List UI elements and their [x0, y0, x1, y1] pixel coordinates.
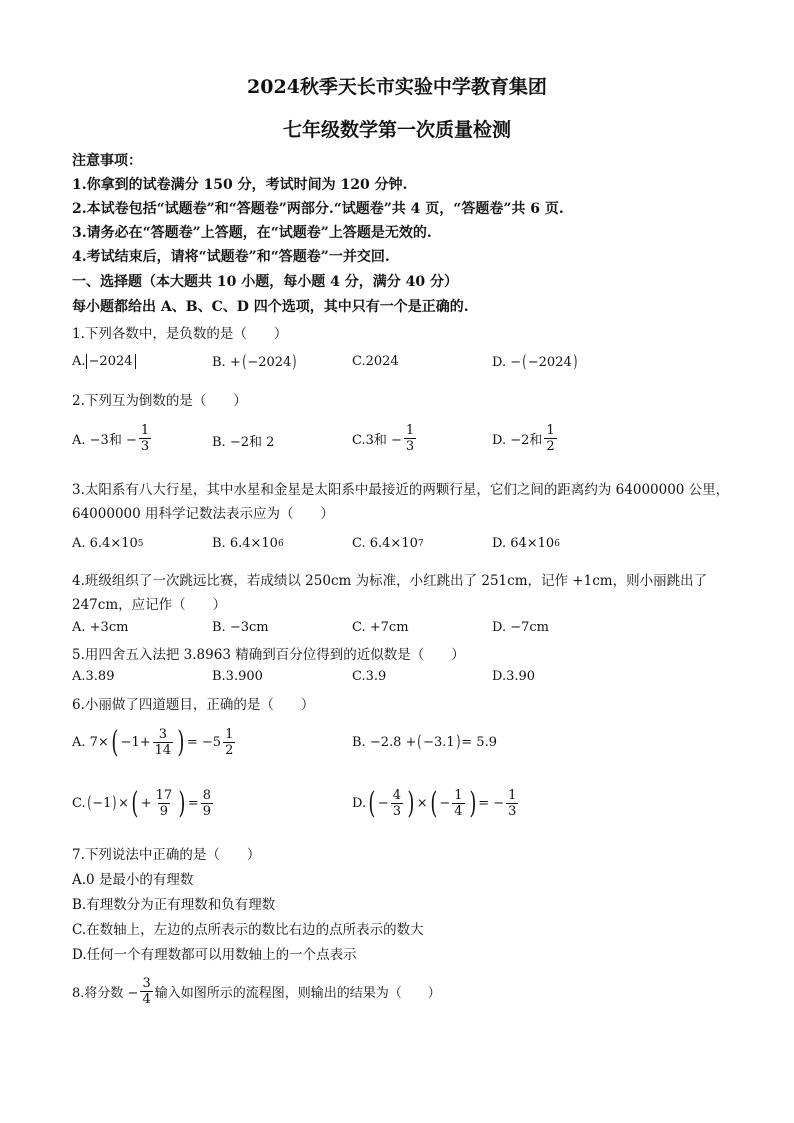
- exam-subtitle: 七年级数学第一次质量检测: [282, 119, 511, 141]
- q4-option-c[interactable]: C. +7cm: [352, 620, 409, 635]
- q8-stem: [72, 976, 441, 1007]
- q6-c-fraction: $\frac{17}{9}$: [155, 788, 173, 819]
- q6-d-times: ×: [416, 796, 428, 811]
- q8-fraction: $\frac{3}{4}$: [142, 976, 151, 1007]
- q6-a-equals: = −5: [186, 735, 222, 750]
- q6-stem: 6.小丽做了四道题目，正确的是（ ）: [72, 697, 315, 713]
- section-title: 一、选择题（本大题共 10 小题，每小题 4 分，满分 40 分）: [72, 274, 458, 290]
- q4-option-d[interactable]: D. −7cm: [492, 620, 549, 635]
- q6-d-result-fraction: $\frac{1}{3}$: [508, 788, 517, 819]
- q1-b-label: B. +: [212, 355, 241, 370]
- q5-option-d[interactable]: D.3.90: [492, 669, 536, 684]
- q3-c-label: C. 6.4×10: [352, 536, 418, 551]
- q4-option-a[interactable]: A. +3cm: [72, 620, 129, 635]
- q6-b-inner: −3.1: [423, 735, 455, 750]
- q6-d-equals: = −: [478, 796, 505, 811]
- notes-heading: 注意事项：: [72, 153, 142, 169]
- q6-a-label: A. 7×: [72, 735, 109, 750]
- q1-stem: 1.下列各数中，是负数的是（ ）: [72, 326, 288, 342]
- q5-option-b[interactable]: B.3.900: [212, 669, 263, 684]
- q6-c-equals: =: [187, 796, 199, 811]
- q2-b-label: B. −2和 2: [212, 435, 275, 450]
- section-instruction: 每小题都给出 A、B、C、D 四个选项，其中只有一个是正确的.: [72, 299, 469, 315]
- q6-c-plus: +: [140, 796, 152, 811]
- q1-c-label: C.2024: [352, 354, 399, 369]
- q3-option-d[interactable]: [492, 536, 560, 551]
- note-item-2: 2.本试卷包括“试题卷”和“答题卷”两部分.“试题卷”共 4 页，“答题卷”共 6 页.: [72, 201, 564, 217]
- q3-b-exponent: 6: [277, 538, 284, 549]
- q3-stem-line-1: 3.太阳系有八大行星，其中水星和金星是太阳系中最接近的两颗行星，它们之间的距离约为 64000000 公里，: [72, 482, 730, 498]
- q6-d-fraction-1: $\frac{4}{3}$: [392, 788, 401, 819]
- q6-option-b[interactable]: B. −2.8 + ( −3.1 ) = 5.9: [352, 732, 497, 752]
- note-item-1: 1.你拿到的试卷满分 150 分，考试时间为 120 分钟.: [72, 177, 408, 193]
- q2-option-c[interactable]: [352, 423, 418, 454]
- q6-c-result-fraction: $\frac{8}{9}$: [202, 788, 212, 819]
- q6-c-label: C.: [72, 796, 86, 811]
- q5-option-c[interactable]: C.3.9: [352, 669, 387, 684]
- q2-stem: 2.下列互为倒数的是（ ）: [72, 393, 247, 409]
- q2-a-fraction: $\frac{1}{3}$: [140, 423, 150, 454]
- q3-b-label: B. 6.4×10: [212, 536, 278, 551]
- q6-c-times: ×: [118, 796, 129, 811]
- q6-option-c[interactable]: C. ( −1 ) × ( + $\frac{17}{9}$ ) = $\frac{8}{9}$: [72, 785, 212, 821]
- q1-d-label: D. −: [492, 355, 522, 370]
- q7-option-a[interactable]: A.0 是最小的有理数: [72, 872, 194, 888]
- q3-d-label: D. 64×10: [492, 536, 555, 551]
- note-item-4: 4.考试结束后，请将“试题卷”和“答题卷”一并交回.: [72, 249, 390, 265]
- exam-title: 2024秋季天长市实验中学教育集团: [247, 76, 547, 98]
- q8-suffix: 输入如图所示的流程图，则输出的结果为（ ）: [154, 986, 441, 1001]
- q3-option-c[interactable]: [352, 536, 424, 551]
- q3-stem-line-2: 64000000 用科学记数法表示应为（ ）: [72, 506, 335, 522]
- q2-a-label: A. −3和 −: [72, 433, 137, 448]
- q6-option-d[interactable]: D. ( − $\frac{4}{3}$ ) × ( − $\frac{1}{4}$ ) = − $\frac{1}{3}$: [352, 785, 517, 821]
- q4-option-b[interactable]: B. −3cm: [212, 620, 269, 635]
- q6-a-result-fraction: $\frac{1}{2}$: [225, 727, 234, 758]
- q2-option-a[interactable]: [72, 423, 153, 454]
- q3-c-exponent: 7: [417, 538, 424, 549]
- q2-d-label: D. −2和: [492, 433, 543, 448]
- q3-option-a[interactable]: [72, 536, 144, 551]
- q6-d-label: D.: [352, 796, 367, 811]
- q5-stem: 5.用四舍五入法把 3.8963 精确到百分位得到的近似数是（ ）: [72, 647, 465, 663]
- note-item-3: 3.请务必在“答题卷”上答题，在“试题卷”上答题是无效的.: [72, 225, 432, 241]
- q1-a-label: A.: [72, 354, 86, 369]
- q8-prefix: 8.将分数 −: [72, 986, 139, 1001]
- q1-d-value: −2024: [527, 355, 572, 370]
- q3-option-b[interactable]: [212, 536, 284, 551]
- q6-d-fraction-2: $\frac{1}{4}$: [454, 788, 463, 819]
- q7-option-d[interactable]: D.任何一个有理数都可以用数轴上的一个点表示: [72, 947, 357, 963]
- q3-a-label: A. 6.4×10: [72, 536, 138, 551]
- q6-c-inner-1: −1: [92, 796, 112, 811]
- q6-d-minus-2: −: [439, 796, 451, 811]
- q6-a-fraction: $\frac{3}{14}$: [154, 727, 172, 758]
- q1-option-c[interactable]: [352, 354, 399, 369]
- q3-d-exponent: 6: [554, 538, 560, 549]
- q2-option-b[interactable]: [212, 431, 274, 450]
- q1-option-b[interactable]: B. + ( −2024 ): [212, 352, 297, 372]
- q2-c-label: C.3和 −: [352, 433, 402, 448]
- q1-option-a[interactable]: [72, 354, 136, 369]
- q7-option-c[interactable]: C.在数轴上，左边的点所表示的数比右边的点所表示的数大: [72, 922, 424, 938]
- q1-b-value: −2024: [247, 355, 292, 370]
- q6-option-a[interactable]: A. 7× ( −1+ $\frac{3}{14}$ ) = −5 $\frac{1}{2}$: [72, 724, 234, 760]
- q6-b-label: B. −2.8 +: [352, 735, 417, 750]
- q6-a-inner: −1+: [120, 735, 151, 750]
- q2-d-fraction: $\frac{1}{2}$: [546, 423, 555, 454]
- q3-a-exponent: 5: [137, 538, 144, 549]
- q1-a-value: −2024: [86, 354, 136, 369]
- q6-b-equals: = 5.9: [461, 735, 497, 750]
- q4-stem-line-1: 4.班级组织了一次跳远比赛，若成绩以 250cm 为标准，小红跳出了 251cm，记作 +1cm，则小丽跳出了: [72, 573, 708, 589]
- q2-option-d[interactable]: [492, 423, 559, 454]
- q6-d-minus-1: −: [377, 796, 389, 811]
- q4-stem-line-2: 247cm，应记作（ ）: [72, 597, 227, 613]
- q1-option-d[interactable]: D. − ( −2024 ): [492, 352, 578, 372]
- q2-c-fraction: $\frac{1}{3}$: [405, 423, 415, 454]
- q5-option-a[interactable]: A.3.89: [72, 669, 115, 684]
- q7-option-b[interactable]: B.有理数分为正有理数和负有理数: [72, 897, 276, 913]
- q7-stem: 7.下列说法中正确的是（ ）: [72, 847, 261, 863]
